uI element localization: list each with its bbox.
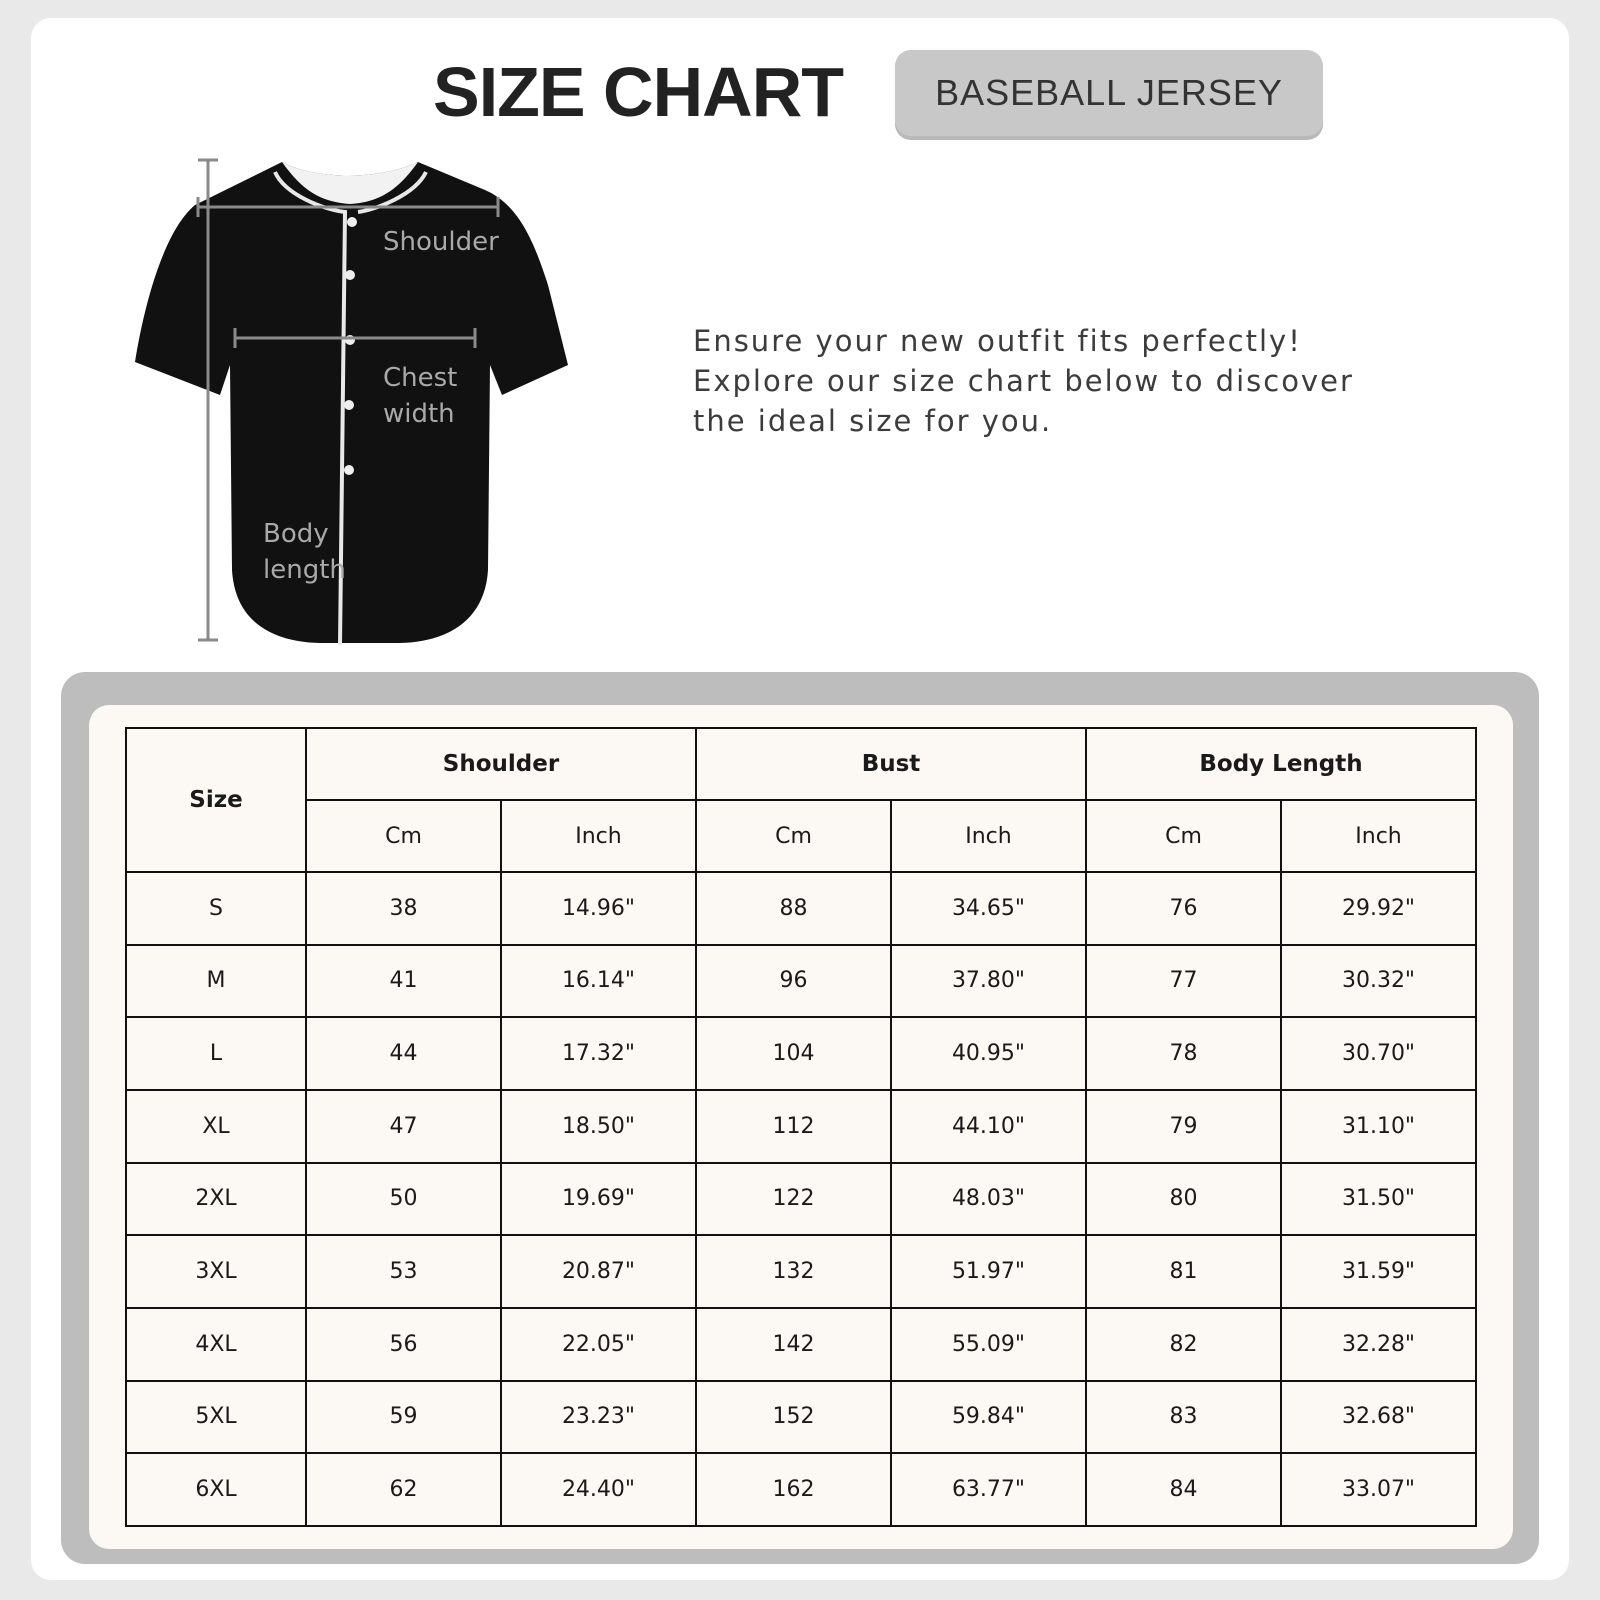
measurement-cell: 77 bbox=[1086, 945, 1281, 1018]
measurement-cell: 62 bbox=[306, 1453, 501, 1526]
measurement-cell: 47 bbox=[306, 1090, 501, 1163]
unit-header: Cm bbox=[1086, 800, 1281, 872]
table-row bbox=[126, 1090, 1476, 1163]
measurement-cell: 59.84" bbox=[891, 1381, 1086, 1454]
shoulder-label: Shoulder bbox=[383, 227, 499, 257]
table-row bbox=[126, 1381, 1476, 1454]
size-cell: 2XL bbox=[126, 1163, 306, 1236]
measurement-cell: 83 bbox=[1086, 1381, 1281, 1454]
unit-header: Cm bbox=[306, 800, 501, 872]
table-row bbox=[126, 945, 1476, 1018]
measurement-cell: 96 bbox=[696, 945, 891, 1018]
size-cell: S bbox=[126, 872, 306, 945]
measurement-cell: 41 bbox=[306, 945, 501, 1018]
body-length-label-line2: length bbox=[263, 555, 346, 585]
bust-group-header: Bust bbox=[696, 728, 1086, 800]
baseball-jersey-icon bbox=[130, 150, 590, 660]
measurement-cell: 17.32" bbox=[501, 1017, 696, 1090]
product-badge: BASEBALL JERSEY bbox=[895, 50, 1323, 136]
table-row bbox=[126, 1017, 1476, 1090]
measurement-cell: 81 bbox=[1086, 1235, 1281, 1308]
measurement-cell: 30.32" bbox=[1281, 945, 1476, 1018]
measurement-cell: 18.50" bbox=[501, 1090, 696, 1163]
body-length-label-line1: Body bbox=[263, 519, 329, 549]
measurement-cell: 44 bbox=[306, 1017, 501, 1090]
table-row bbox=[126, 1453, 1476, 1526]
measurement-cell: 104 bbox=[696, 1017, 891, 1090]
table-row bbox=[126, 1308, 1476, 1381]
size-table-body bbox=[126, 872, 1476, 1526]
unit-header: Inch bbox=[1281, 800, 1476, 872]
measurement-cell: 84 bbox=[1086, 1453, 1281, 1526]
shoulder-group-header: Shoulder bbox=[306, 728, 696, 800]
intro-line: Ensure your new outfit fits perfectly! bbox=[693, 324, 1302, 358]
table-row bbox=[126, 872, 1476, 945]
unit-header: Inch bbox=[891, 800, 1086, 872]
size-cell: L bbox=[126, 1017, 306, 1090]
intro-text bbox=[693, 321, 1393, 441]
measurement-cell: 22.05" bbox=[501, 1308, 696, 1381]
unit-header: Inch bbox=[501, 800, 696, 872]
measurement-cell: 31.59" bbox=[1281, 1235, 1476, 1308]
measurement-cell: 19.69" bbox=[501, 1163, 696, 1236]
page-title: SIZE CHART bbox=[433, 53, 843, 131]
measurement-cell: 59 bbox=[306, 1381, 501, 1454]
measurement-cell: 23.23" bbox=[501, 1381, 696, 1454]
size-table bbox=[125, 727, 1477, 1527]
measurement-cell: 142 bbox=[696, 1308, 891, 1381]
measurement-cell: 152 bbox=[696, 1381, 891, 1454]
measurement-cell: 56 bbox=[306, 1308, 501, 1381]
measurement-cell: 50 bbox=[306, 1163, 501, 1236]
measurement-cell: 14.96" bbox=[501, 872, 696, 945]
measurement-cell: 30.70" bbox=[1281, 1017, 1476, 1090]
measurement-cell: 112 bbox=[696, 1090, 891, 1163]
table-row bbox=[126, 1235, 1476, 1308]
measurement-cell: 79 bbox=[1086, 1090, 1281, 1163]
body-length-group-header: Body Length bbox=[1086, 728, 1476, 800]
unit-header: Cm bbox=[696, 800, 891, 872]
intro-line: the ideal size for you. bbox=[693, 404, 1053, 438]
measurement-cell: 51.97" bbox=[891, 1235, 1086, 1308]
measurement-cell: 38 bbox=[306, 872, 501, 945]
measurement-cell: 63.77" bbox=[891, 1453, 1086, 1526]
measurement-cell: 29.92" bbox=[1281, 872, 1476, 945]
chest-label-line2: width bbox=[383, 399, 455, 429]
measurement-cell: 34.65" bbox=[891, 872, 1086, 945]
measurement-cell: 44.10" bbox=[891, 1090, 1086, 1163]
measurement-cell: 132 bbox=[696, 1235, 891, 1308]
intro-line: Explore our size chart below to discover bbox=[693, 364, 1354, 398]
measurement-cell: 32.68" bbox=[1281, 1381, 1476, 1454]
measurement-cell: 55.09" bbox=[891, 1308, 1086, 1381]
table-row bbox=[126, 1163, 1476, 1236]
measurement-cell: 78 bbox=[1086, 1017, 1281, 1090]
size-column-header: Size bbox=[126, 728, 306, 872]
size-cell: M bbox=[126, 945, 306, 1018]
measurement-cell: 162 bbox=[696, 1453, 891, 1526]
measurement-cell: 16.14" bbox=[501, 945, 696, 1018]
size-cell: 3XL bbox=[126, 1235, 306, 1308]
size-cell: 4XL bbox=[126, 1308, 306, 1381]
measurement-cell: 122 bbox=[696, 1163, 891, 1236]
measurement-cell: 24.40" bbox=[501, 1453, 696, 1526]
measurement-cell: 80 bbox=[1086, 1163, 1281, 1236]
measurement-cell: 48.03" bbox=[891, 1163, 1086, 1236]
measurement-cell: 37.80" bbox=[891, 945, 1086, 1018]
measurement-cell: 20.87" bbox=[501, 1235, 696, 1308]
measurement-cell: 40.95" bbox=[891, 1017, 1086, 1090]
measurement-cell: 53 bbox=[306, 1235, 501, 1308]
measurement-cell: 88 bbox=[696, 872, 891, 945]
measurement-cell: 82 bbox=[1086, 1308, 1281, 1381]
measurement-cell: 76 bbox=[1086, 872, 1281, 945]
chest-label-line1: Chest bbox=[383, 363, 458, 393]
size-cell: XL bbox=[126, 1090, 306, 1163]
measurement-cell: 31.50" bbox=[1281, 1163, 1476, 1236]
measurement-cell: 32.28" bbox=[1281, 1308, 1476, 1381]
size-cell: 5XL bbox=[126, 1381, 306, 1454]
size-cell: 6XL bbox=[126, 1453, 306, 1526]
measurement-cell: 33.07" bbox=[1281, 1453, 1476, 1526]
measurement-cell: 31.10" bbox=[1281, 1090, 1476, 1163]
